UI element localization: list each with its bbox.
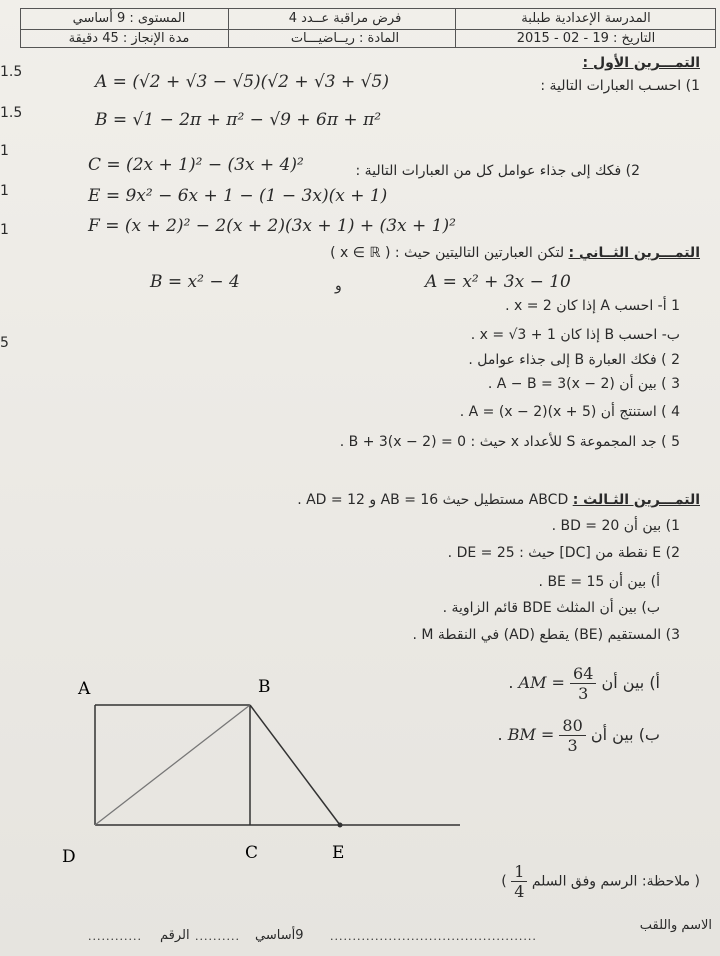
scale-num: 1	[511, 862, 527, 882]
geometry-figure	[50, 670, 470, 870]
date-label: التاريخ : 19 - 02 - 2015	[516, 31, 656, 46]
header-table	[20, 8, 716, 48]
scale-note: ( ملاحظة: الرسم وفق السلم $\frac{1}{4}$ )	[501, 862, 700, 901]
bm-den: 3	[567, 736, 578, 755]
ex3-intro: ABCD مستطيل حيث AB = 16 و AD = 12 .	[297, 492, 569, 508]
dotted-line: ............	[88, 930, 142, 943]
subject-label: المادة : ريــاضيـــات	[290, 31, 400, 46]
header-divider	[455, 8, 456, 48]
expr-C: C = (2x + 1)² − (3x + 4)²	[88, 155, 304, 175]
vertex-label-E: E	[332, 843, 345, 863]
level-label: المستوى : 9 أساسي	[72, 11, 186, 26]
ex3-bm-line: ب) بين أن BM = $\frac{80}{3}$ .	[497, 716, 660, 755]
mark: 5	[0, 335, 9, 351]
vertex-label-D: D	[62, 847, 76, 867]
ex1-title: التمـــرين الأول :	[582, 55, 700, 71]
footer-class: 9أساسي	[255, 928, 304, 943]
ex2-intro: لتكن العبارتين التاليتين حيث : ( x ∈ ℝ )	[330, 245, 565, 261]
expr-F: F = (x + 2)² − 2(x + 2)(3x + 1) + (3x + 1)²	[88, 216, 456, 236]
ex2-title: التمـــرين الثــاني :	[568, 245, 700, 261]
mark: 1	[0, 183, 9, 199]
ex2-item: 5 ) جد المجموعة S للأعداد x حيث : B + 3(x − 2) = 0 .	[339, 434, 680, 450]
vertex-label-A: A	[78, 679, 91, 699]
ex3-am-line: أ) بين أن AM = $\frac{64}{3}$ .	[508, 664, 660, 703]
ex2-item: 4 ) استنتج أن A = (x − 2)(x + 5) .	[459, 404, 680, 420]
scale-den: 4	[514, 882, 525, 901]
mark: 1	[0, 143, 9, 159]
dotted-line: ..............................................	[330, 930, 537, 943]
ex2-item: 3 ) بين أن A − B = 3(x − 2) .	[487, 376, 680, 392]
ex2-item: ب- احسب B إذا كان x = √3 + 1 .	[470, 327, 680, 343]
expr-E: E = 9x² − 6x + 1 − (1 − 3x)(x + 1)	[88, 186, 388, 206]
ex1-q2: 2) فكك إلى جذاء عوامل كل من العبارات التالية :	[355, 163, 640, 179]
mark: 1.5	[0, 64, 23, 80]
expr-A: A = (√2 + √3 − √5)(√2 + √3 + √5)	[95, 72, 389, 92]
and-word: و	[335, 278, 342, 294]
bm-num: 80	[559, 716, 585, 736]
def-A: A = x² + 3x − 10	[425, 272, 571, 292]
ex3-item: 1) بين أن BD = 20 .	[551, 518, 680, 534]
ex2-item: 2 ) فكك العبارة B إلى جذاء عوامل .	[468, 352, 680, 368]
vertex-label-B: B	[258, 677, 271, 697]
def-B: B = x² − 4	[150, 272, 240, 292]
header-divider	[228, 8, 229, 48]
ex3-item: 3) المستقيم (BE) يقطع (AD) في النقطة M .	[412, 627, 680, 643]
ex1-q1: 1) احسـب العبارات التالية :	[540, 78, 700, 94]
ex3-item: ب) بين أن المثلث BDE قائم الزاوية .	[442, 600, 660, 616]
mark: 1	[0, 222, 9, 238]
footer-name: الاسم واللقب	[639, 918, 712, 933]
ex2-header-line	[330, 245, 700, 261]
vertex-label-C: C	[245, 843, 259, 863]
ex3-item: أ) بين أن BE = 15 .	[538, 574, 660, 590]
ex3-header-line	[297, 492, 700, 508]
duration-label: مدة الإنجاز : 45 دقيقة	[68, 31, 190, 46]
scale-note-text: ملاحظة: الرسم وفق السلم	[531, 873, 691, 890]
ex3-item: 2) E نقطة من [DC] حيث : DE = 25 .	[447, 545, 680, 561]
footer-number: الرقم	[160, 928, 190, 943]
expr-B: B = √1 − 2π + π² − √9 + 6π + π²	[95, 110, 382, 130]
ex2-item: 1 أ- احسب A إذا كان x = 2 .	[505, 298, 680, 314]
mark: 1.5	[0, 105, 23, 121]
dotted-line: ..........	[195, 930, 240, 943]
am-den: 3	[578, 684, 589, 703]
am-num: 64	[570, 664, 596, 684]
ex3-title: التمـــرين الثـالث :	[572, 492, 700, 508]
test-label: فرض مراقبة عــدد 4	[288, 11, 402, 26]
school-label: المدرسة الإعدادية طبلبة	[521, 11, 651, 26]
